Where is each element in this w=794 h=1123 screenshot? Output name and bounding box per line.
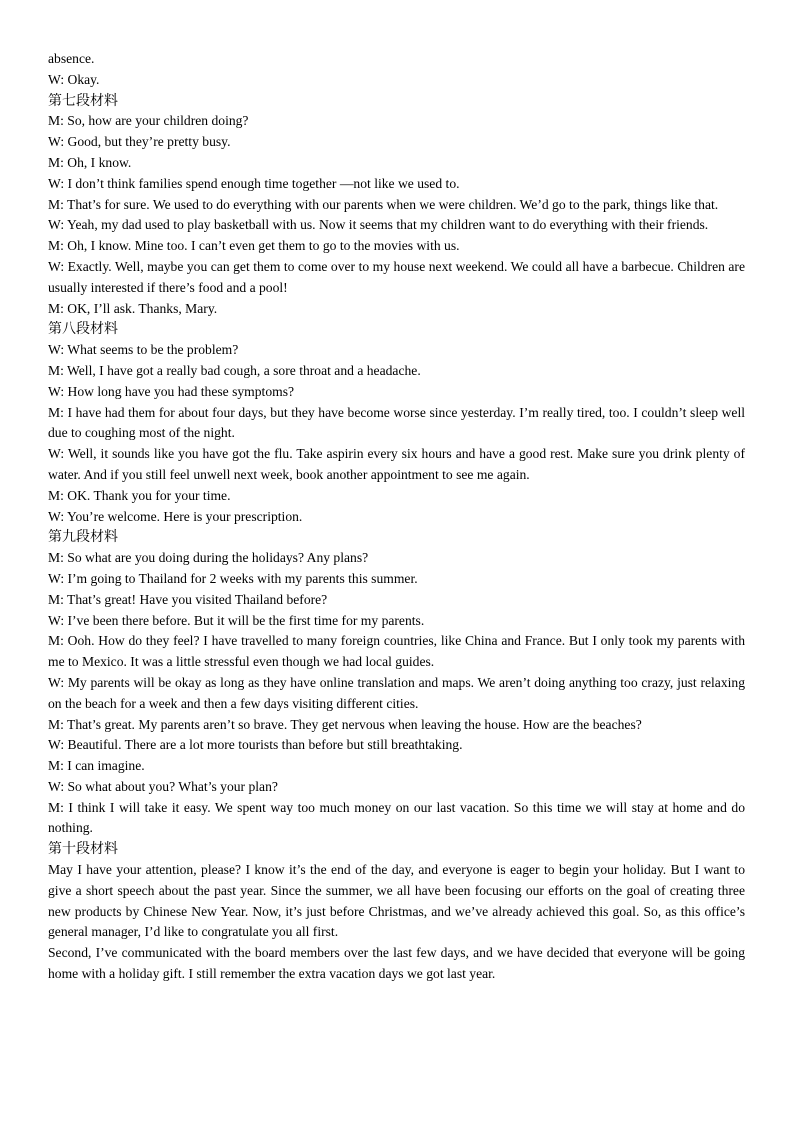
section-heading: 第八段材料 <box>48 321 118 338</box>
dialogue-line: M: I have had them for about four days, but they have become worse since yesterday. I’m really tired, too. I couldn’t sleep well due to coughing most of the night. <box>48 404 745 441</box>
dialogue-line: W: Well, it sounds like you have got the flu. Take aspirin every six hours and have a good rest. Make sure you drink plenty of water. And if you still feel unwell next week, book another appointment to see me again. <box>48 446 745 482</box>
dialogue-line: M: Oh, I know. Mine too. I can’t even get them to go to the movies with us. <box>48 238 460 254</box>
section-heading: 第十段材料 <box>48 841 118 858</box>
dialogue-line: W: I’m going to Thailand for 2 weeks with my parents this summer. <box>48 570 418 586</box>
dialogue-line: W: What seems to be the problem? <box>48 342 239 358</box>
dialogue-line: M: Ooh. How do they feel? I have travelled to many foreign countries, like China and France. But I only took my parents with me to Mexico. It was a little stressful even though we had local guides. <box>48 633 745 670</box>
document-page <box>48 49 745 985</box>
dialogue-line: W: Beautiful. There are a lot more tourists than before but still breathtaking. <box>48 737 463 753</box>
dialogue-line: M: That’s for sure. We used to do everything with our parents when we were children. We’d go to the park, things like that. <box>48 196 719 212</box>
document-body <box>48 49 745 985</box>
dialogue-line: M: OK, I’ll ask. Thanks, Mary. <box>48 300 218 316</box>
section-heading: 第九段材料 <box>48 529 118 546</box>
dialogue-line: W: I’ve been there before. But it will be the first time for my parents. <box>48 612 425 628</box>
dialogue-line: M: That’s great. My parents aren’t so brave. They get nervous when leaving the house. How are the beaches? <box>48 716 642 732</box>
dialogue-line: absence. <box>48 51 95 66</box>
dialogue-line: M: That’s great! Have you visited Thailand before? <box>48 591 328 607</box>
dialogue-line: May I have your attention, please? I know it’s the end of the day, and everyone is eager to begin your holiday. But I want to give a short speech about the past year. Since the summer, we all have been focusing our efforts on the goal of creating three new products by Chinese New Year. Now, it’s just before Christmas, and we’ve already achieved this goal. So, as this office’s general manager, I’d like to congratulate you all first. <box>48 862 745 940</box>
dialogue-line: M: Oh, I know. <box>48 154 132 170</box>
dialogue-line: W: Yeah, my dad used to play basketball with us. Now it seems that my children want to do everything with their friends. <box>48 217 709 233</box>
dialogue-line: W: Good, but they’re pretty busy. <box>48 134 231 150</box>
dialogue-line: W: My parents will be okay as long as they have online translation and maps. We aren’t doing anything too crazy, just relaxing on the beach for a week and then a few days visiting different cities. <box>48 674 745 711</box>
dialogue-line: M: I think I will take it easy. We spent way too much money on our last vacation. So this time we will stay at home and do nothing. <box>48 799 745 836</box>
dialogue-line: W: So what about you? What’s your plan? <box>48 778 278 794</box>
dialogue-line: W: Exactly. Well, maybe you can get them to come over to my house next weekend. We could all have a barbecue. Children are usually interested if there’s food and a pool! <box>48 258 745 295</box>
dialogue-line: W: I don’t think families spend enough time together —not like we used to. <box>48 175 460 191</box>
dialogue-line: W: How long have you had these symptoms? <box>48 383 295 399</box>
dialogue-line: M: So, how are your children doing? <box>48 113 249 129</box>
section-heading: 第七段材料 <box>48 92 118 109</box>
dialogue-line: W: Okay. <box>48 71 100 87</box>
dialogue-line: M: So what are you doing during the holidays? Any plans? <box>48 550 369 566</box>
dialogue-line: M: OK. Thank you for your time. <box>48 487 231 503</box>
dialogue-line: M: I can imagine. <box>48 758 145 774</box>
dialogue-line: Second, I’ve communicated with the board members over the last few days, and we have decided that everyone will be going home with a holiday gift. I still remember the extra vacation days we got last year. <box>48 945 745 982</box>
dialogue-line: W: You’re welcome. Here is your prescription. <box>48 508 303 524</box>
dialogue-line: M: Well, I have got a really bad cough, a sore throat and a headache. <box>48 362 421 378</box>
